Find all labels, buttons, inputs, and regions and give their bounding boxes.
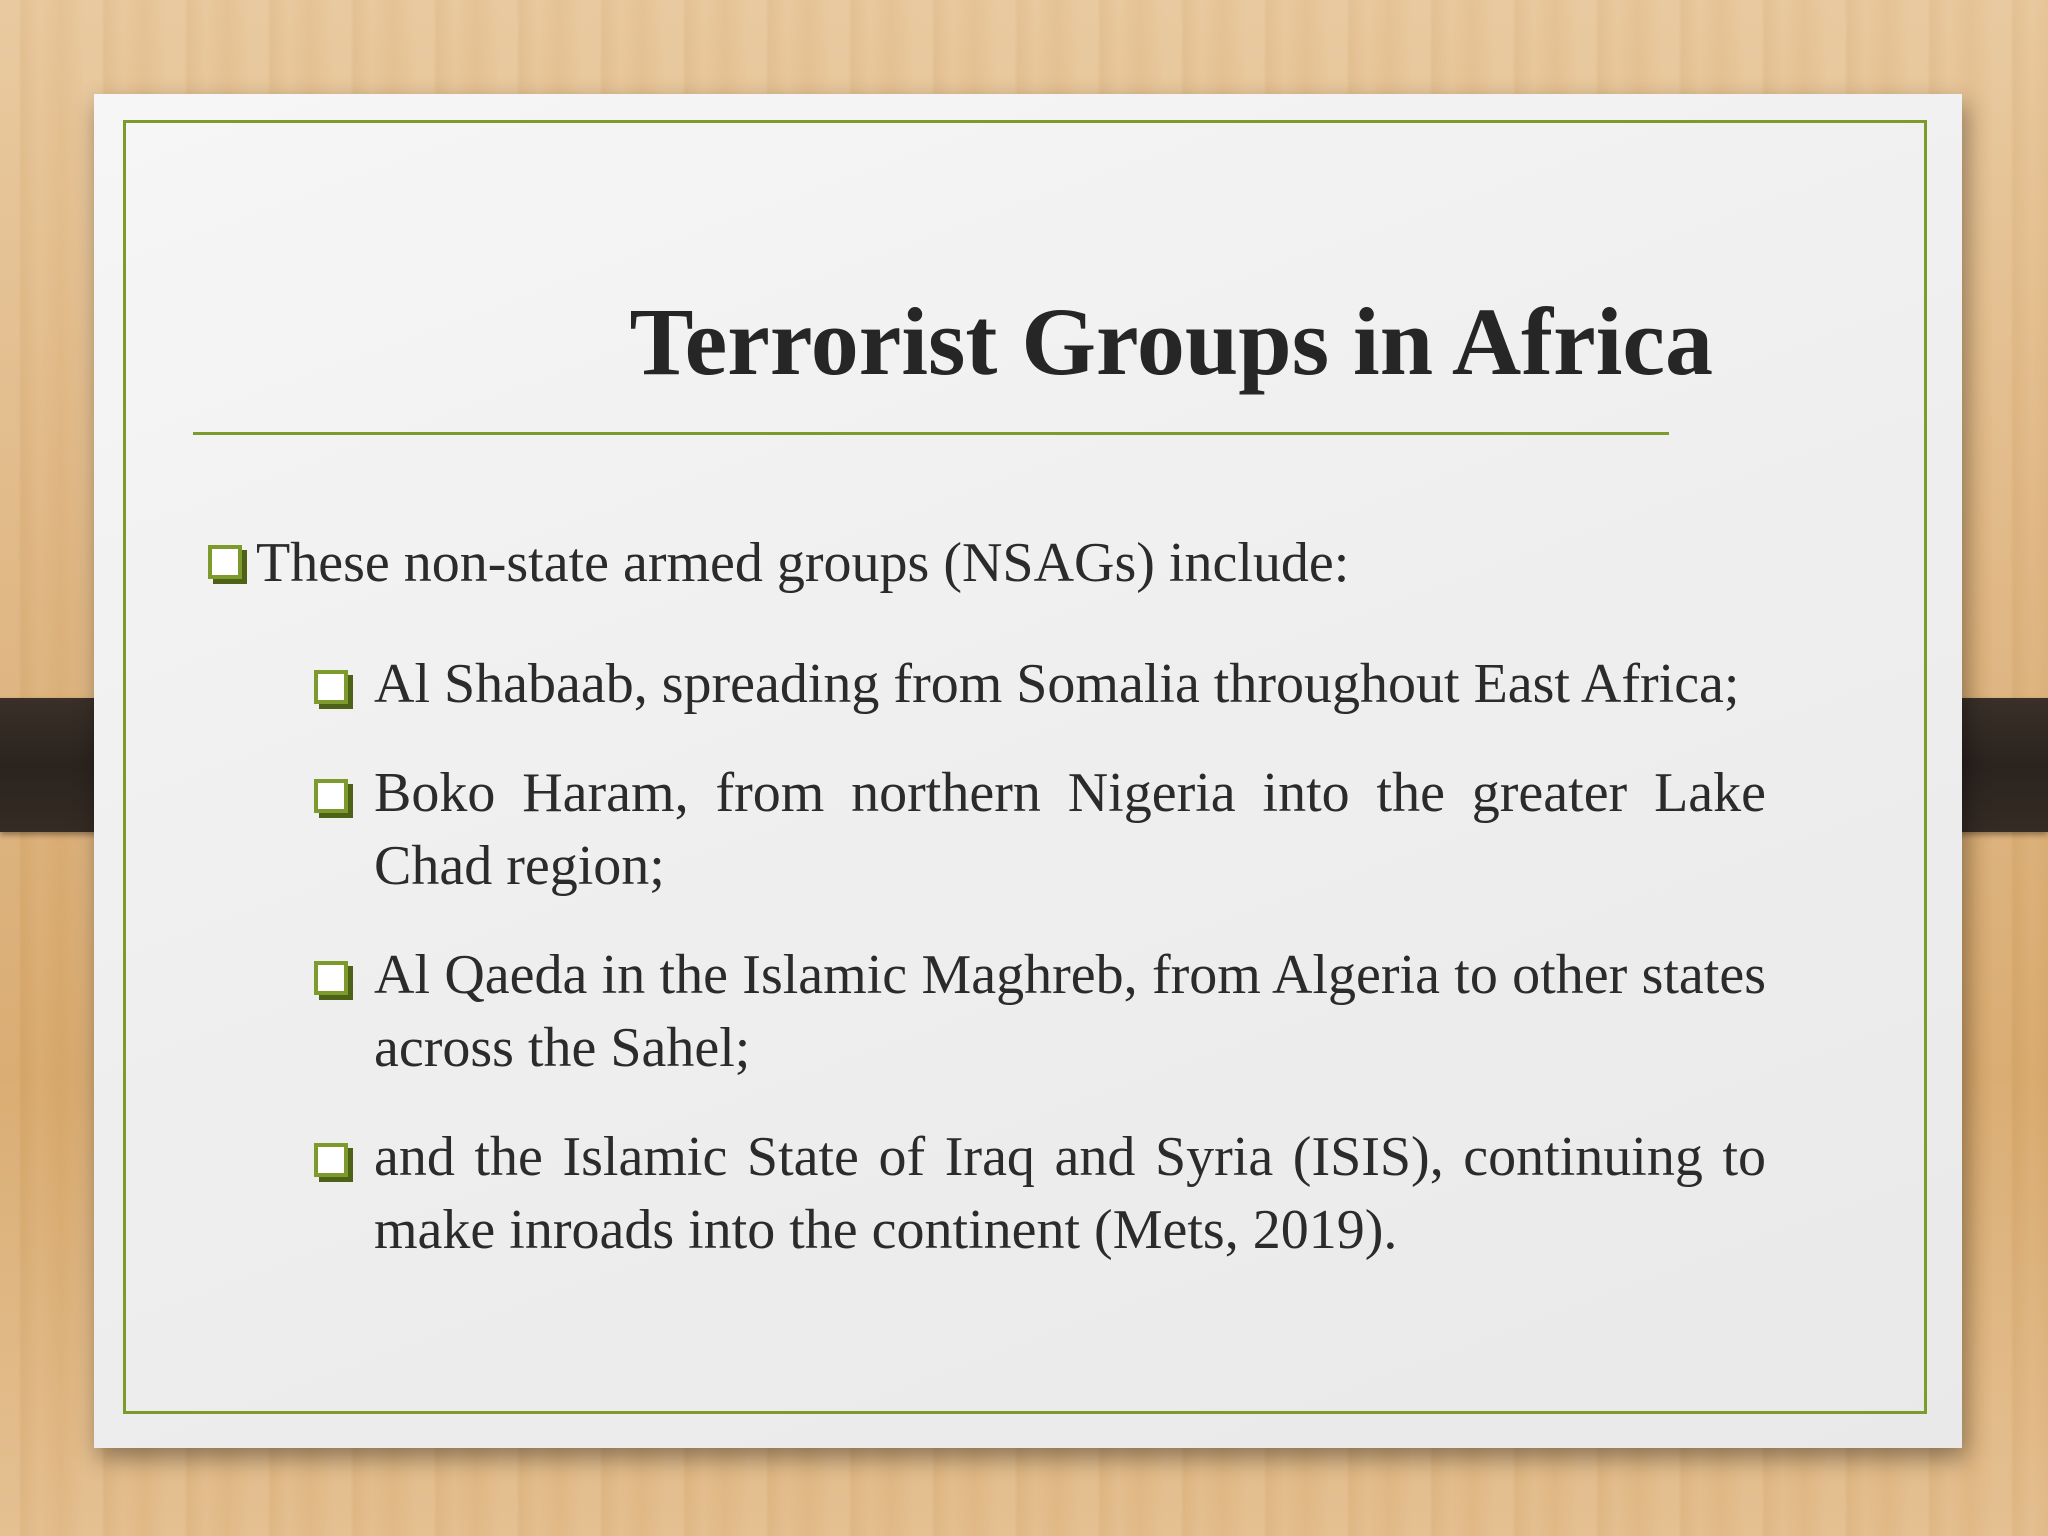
checkbox-bullet-icon	[314, 961, 348, 995]
list-item-text: Al Qaeda in the Islamic Maghreb, from Algeria to other states across the Sahel;	[374, 944, 1766, 1079]
list-item-text: and the Islamic State of Iraq and Syria (ISIS), continuing to make inroads into the continent (Mets, 2019).	[374, 1126, 1766, 1261]
title-divider	[193, 432, 1669, 435]
list-item	[314, 648, 1766, 721]
list-item	[314, 939, 1766, 1085]
list-item-text: Boko Haram, from northern Nigeria into the greater Lake Chad region;	[374, 762, 1766, 897]
list-item	[314, 1121, 1766, 1267]
checkbox-bullet-icon	[314, 670, 348, 704]
slide-title: Terrorist Groups in Africa	[629, 288, 1713, 395]
list-item	[314, 757, 1766, 903]
checkbox-bullet-icon	[314, 1143, 348, 1177]
intro-text: These non-state armed groups (NSAGs) include:	[256, 532, 1350, 594]
checkbox-bullet-icon	[314, 779, 348, 813]
group-list	[314, 648, 1766, 1267]
checkbox-bullet-icon	[208, 545, 242, 579]
list-item-text: Al Shabaab, spreading from Somalia throughout East Africa;	[374, 653, 1740, 715]
intro-bullet	[208, 532, 1748, 594]
